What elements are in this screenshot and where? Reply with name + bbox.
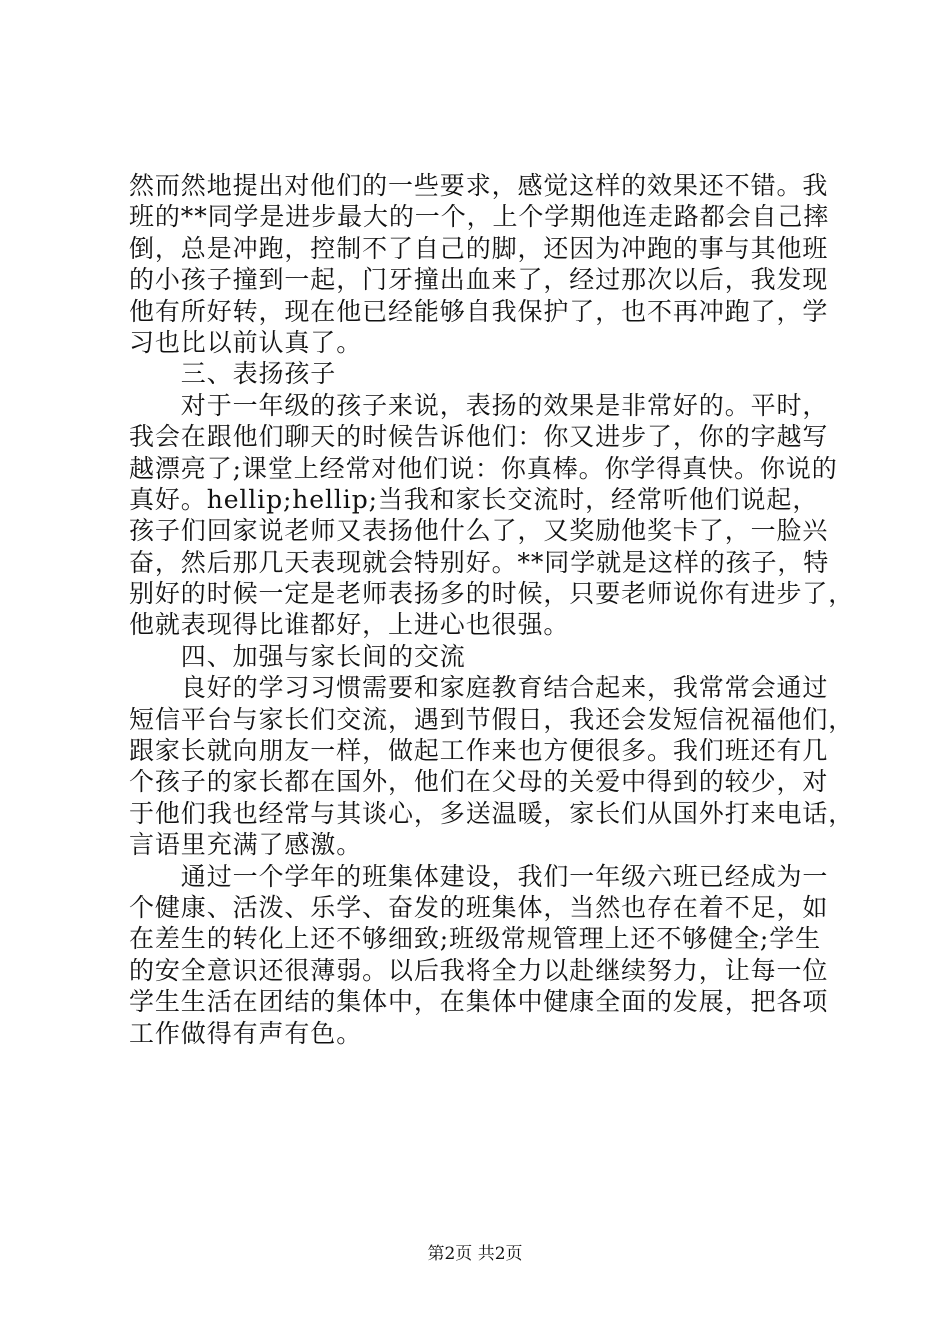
section-heading: 三、表扬孩子 (129, 359, 337, 389)
text-line: 真好。hellip;hellip;当我和家长交流时，经常听他们说起， (129, 484, 819, 514)
text-line: 习也比以前认真了。 (129, 327, 363, 357)
text-line: 倒，总是冲跑，控制不了自己的脚，还因为冲跑的事与其他班 (129, 233, 829, 263)
text-line: 的安全意识还很薄弱。以后我将全力以赴继续努力，让每一位 (129, 955, 829, 985)
text-line: 对于一年级的孩子来说，表扬的效果是非常好的。平时， (129, 390, 829, 420)
text-line: 通过一个学年的班集体建设，我们一年级六班已经成为一 (129, 861, 829, 891)
text-line: 个孩子的家长都在国外，他们在父母的关爱中得到的较少，对 (129, 767, 829, 797)
text-line: 他就表现得比谁都好，上进心也很强。 (129, 610, 570, 640)
text-line: 孩子们回家说老师又表扬他什么了，又奖励他奖卡了，一脸兴 (129, 516, 829, 546)
document-body (129, 170, 855, 1049)
text-line: 在差生的转化上还不够细致;班级常规管理上还不够健全;学生 (129, 924, 822, 954)
text-line: 短信平台与家长们交流，遇到节假日，我还会发短信祝福他们， (129, 704, 855, 734)
text-line: 于他们我也经常与其谈心，多送温暖，家长们从国外打来电话， (129, 798, 855, 828)
text-line: 我会在跟他们聊天的时候告诉他们：你又进步了，你的字越写 (129, 422, 829, 452)
text-line: 然而然地提出对他们的一些要求，感觉这样的效果还不错。我 (129, 171, 829, 200)
text-line: 他有所好转，现在他已经能够自我保护了，也不再冲跑了，学 (129, 296, 829, 326)
text-line: 别好的时候一定是老师表扬多的时候，只要老师说你有进步了， (129, 579, 855, 609)
text-line: 跟家长就向朋友一样，做起工作来也方便很多。我们班还有几 (129, 736, 829, 766)
section-heading: 四、加强与家长间的交流 (129, 641, 466, 671)
text-line: 越漂亮了;课堂上经常对他们说：你真棒。你学得真快。你说的 (129, 453, 838, 483)
text-line: 的小孩子撞到一起，门牙撞出血来了，经过那次以后，我发现 (129, 265, 829, 295)
text-line: 言语里充满了感激。 (129, 830, 363, 860)
text-line: 个健康、活泼、乐学、奋发的班集体，当然也存在着不足，如 (129, 892, 829, 922)
text-line: 学生生活在团结的集体中，在集体中健康全面的发展，把各项 (129, 987, 829, 1017)
text-line: 工作做得有声有色。 (129, 1018, 363, 1048)
text-line: 奋，然后那几天表现就会特别好。**同学就是这样的孩子，特 (129, 547, 830, 577)
page-footer (0, 1243, 950, 1265)
text-line: 班的**同学是进步最大的一个，上个学期他连走路都会自己摔 (129, 202, 830, 232)
page-number-label: 第2页 共2页 (427, 1244, 523, 1264)
text-line: 良好的学习习惯需要和家庭教育结合起来，我常常会通过 (129, 673, 829, 703)
